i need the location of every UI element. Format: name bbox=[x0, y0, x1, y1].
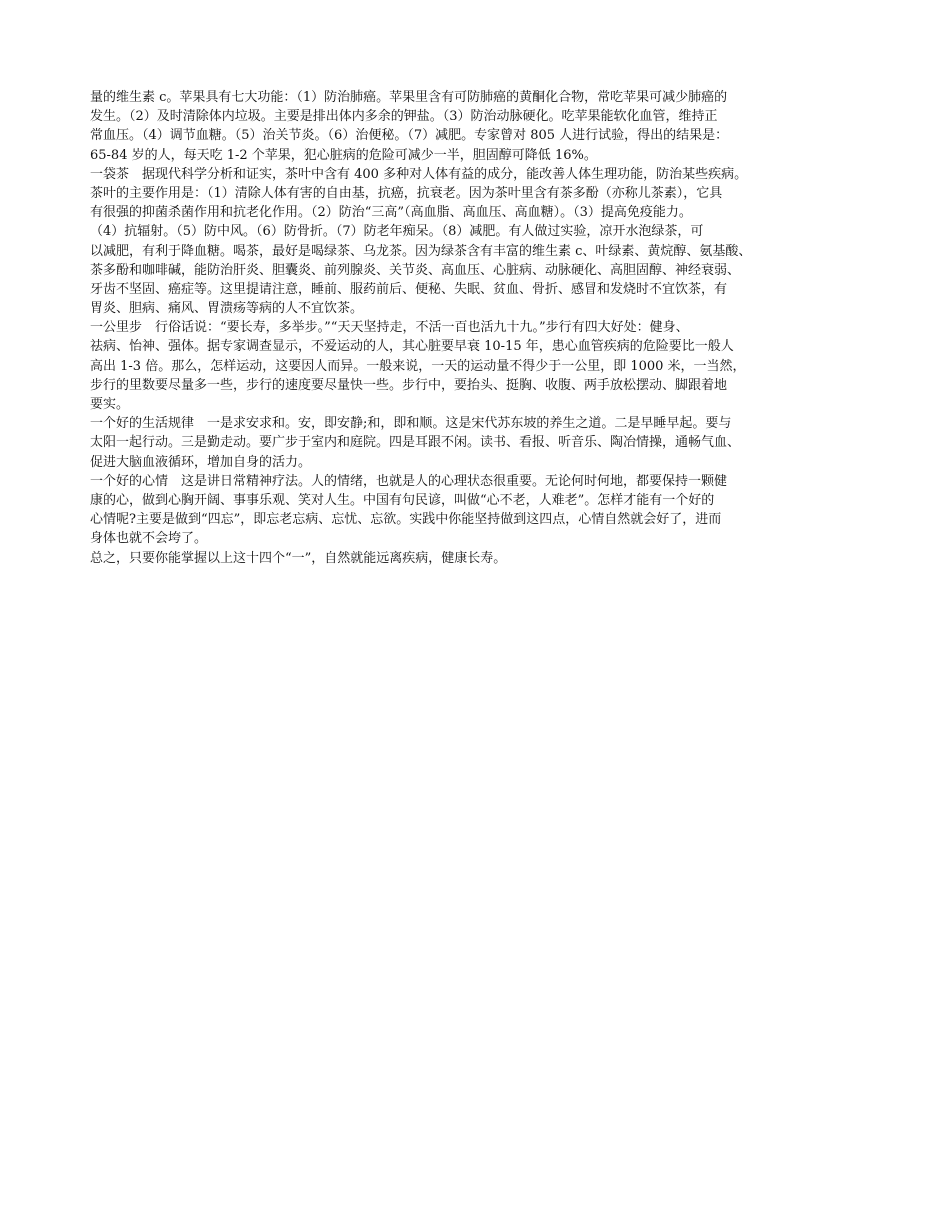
text-line: 一个好的生活规律 一是求安求和。安，即安静;和，即和顺。这是宋代苏东坡的养生之道。二是早睡早起。要与 bbox=[90, 416, 732, 432]
text-line: 胃炎、胆病、痛风、胃溃疡等病的人不宜饮茶。 bbox=[90, 301, 364, 317]
text-line: （4）抗辐射。（5）防中风。（6）防骨折。（7）防老年痴呆。（8）减肥。有人做过实验，凉开水泡绿茶，可 bbox=[90, 224, 704, 240]
text-line: 太阳一起行动。三是勤走动。要广步于室内和庭院。四是耳跟不闲。读书、看报、听音乐、陶冶情操，通畅气血、 bbox=[90, 435, 741, 451]
text-line: 以减肥，有利于降血糖。喝茶，最好是喝绿茶、乌龙茶。因为绿茶含有丰富的维生素 c、叶绿素、黄烷醇、氨基酸、 bbox=[90, 243, 752, 259]
text-line: 量的维生素 c。苹果具有七大功能：（1）防治肺癌。苹果里含有可防肺癌的黄酮化合物，常吃苹果可减少肺癌的 bbox=[90, 90, 728, 105]
text-line: 常血压。（4）调节血糖。（5）治关节炎。（6）治便秘。（7）减肥。专家曾对 805 人进行试验，得出的结果是： bbox=[90, 128, 729, 144]
text-line: 一公里步 行俗话说：“要长寿，多举步。”“天天坚持走，不活一百也活九十九。”步行有四大好处：健身、 bbox=[90, 320, 689, 336]
text-line: 一个好的心情 这是讲日常精神疗法。人的情绪，也就是人的心理状态很重要。无论何时何地，都要保持一颗健 bbox=[90, 473, 728, 489]
text-line: 康的心，做到心胸开阔、事事乐观、笑对人生。中国有句民谚，叫做“心不老，人难老”。怎样才能有一个好的 bbox=[90, 492, 715, 508]
text-line: 高出 1-3 倍。那么，怎样运动，这要因人而异。一般来说，一天的运动量不得少于一公里，即 1000 米，一当然， bbox=[90, 358, 746, 374]
text-line: 总之，只要你能掌握以上这十四个“一”，自然就能远离疾病，健康长寿。 bbox=[90, 550, 507, 566]
text-line: 祛病、怡神、强体。据专家调查显示，不爱运动的人，其心脏要早衰 10-15 年，患心血管疾病的危险要比一般人 bbox=[90, 339, 734, 355]
text-line: 65-84 岁的人，每天吃 1-2 个苹果，犯心脏病的危险可减少一半，胆固醇可降低 16%。 bbox=[90, 147, 597, 163]
text-line: 步行的里数要尽量多一些，步行的速度要尽量快一些。步行中，要抬头、挺胸、收腹、两手放松摆动、脚跟着地 bbox=[90, 377, 728, 393]
document-body bbox=[90, 88, 875, 568]
text-line: 要实。 bbox=[90, 397, 130, 412]
text-line: 一袋茶 据现代科学分析和证实，茶叶中含有 400 多种对人体有益的成分，能改善人体生理功能，防治某些疾病。 bbox=[90, 166, 748, 182]
text-line: 身体也就不会垮了。 bbox=[90, 531, 208, 547]
text-line: 茶叶的主要作用是：（1）清除人体有害的自由基，抗癌，抗衰老。因为茶叶里含有茶多酚（亦称儿茶素），它具 bbox=[90, 185, 723, 201]
text-line: 牙齿不坚固、癌症等。这里提请注意，睡前、服药前后、便秘、失眠、贫血、骨折、感冒和发烧时不宜饮茶，有 bbox=[90, 281, 728, 297]
text-line: 茶多酚和咖啡碱，能防治肝炎、胆囊炎、前列腺炎、关节炎、高血压、心脏病、动脉硬化、高胆固醇、神经衰弱、 bbox=[90, 262, 741, 278]
text-line: 心情呢?主要是做到“四忘”，即忘老忘病、忘忧、忘欲。实践中你能坚持做到这四点，心情自然就会好了，进而 bbox=[90, 512, 722, 528]
text-line: 促进大脑血液循环，增加自身的活力。 bbox=[90, 454, 312, 470]
text-line: 有很强的抑菌杀菌作用和抗老化作用。（2）防治“三高”（高血脂、高血压、高血糖）。（3）提高免疫能力。 bbox=[90, 205, 692, 221]
text-line: 发生。（2）及时清除体内垃圾。主要是排出体内多余的钾盐。（3）防治动脉硬化。吃苹果能软化血管，维持正 bbox=[90, 109, 718, 125]
